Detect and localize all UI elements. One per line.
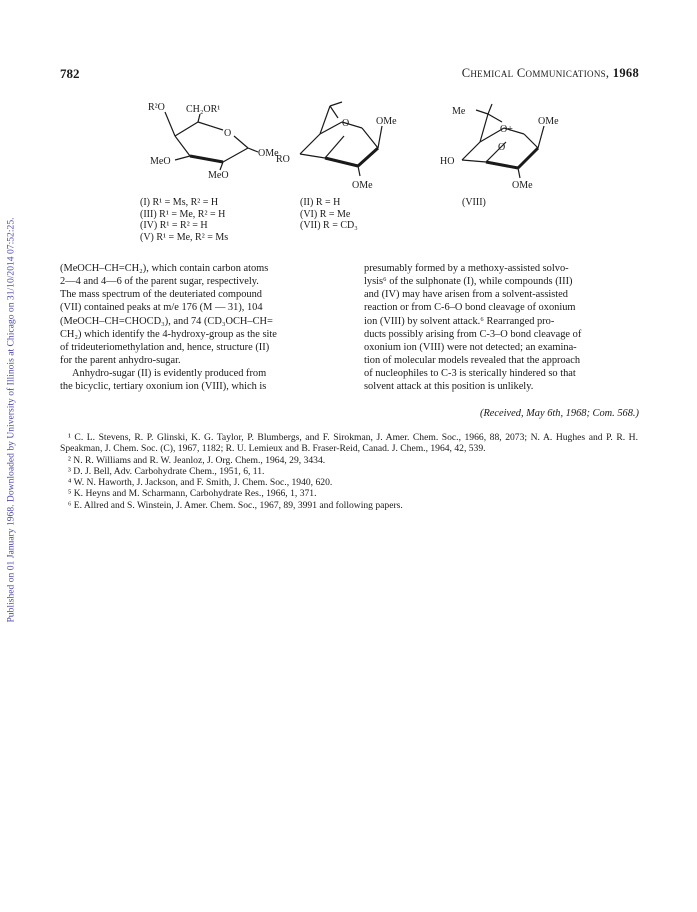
struct2-ro: RO [276,154,290,165]
struct3-me: Me [452,106,466,117]
journal-title: Chemical Communications, [461,66,610,80]
structure-I-pyranose [165,112,258,170]
body-line: (MeOCH–CH=CH₂), which contain carbon atoms [60,263,269,274]
chemical-structures-figure [120,92,590,197]
left-column [60,262,332,394]
body-line: tion of molecular models revealed that the approach [364,355,581,367]
struct1-ome: OMe [258,148,279,159]
body-line: of nucleophiles to C-3 is sterically hindered so that [364,368,576,380]
body-line: oxonium ion (VIII) were not detected; an examina- [364,341,577,353]
body-line: The mass spectrum of the deuteriated compound [60,289,262,301]
body-line: presumably formed by a methoxy-assisted solvo- [364,263,569,274]
body-line: solvent attack at this position is unlikely. [364,381,534,393]
page-number: 782 [60,66,80,81]
right-column [364,262,636,394]
body-line: 2—4 and 4—6 of the parent sugar, respectively. [60,276,259,288]
struct2-ring-oxygen: O [342,118,350,129]
reference-item: ⁶ E. Allred and S. Winstein, J. Amer. Chem. Soc., 1967, 89, 3991 and following papers. [68,499,403,511]
journal-year: 1968 [612,66,639,80]
compound-labels-group-1 [140,197,228,243]
body-line: (MeOCH–CH=CHOCD₃), and 74 (CD₃OCH–CH= [60,315,273,327]
struct2-ome-bottom: OMe [352,180,373,191]
running-head [462,66,639,81]
struct2-ome-top: OMe [376,116,397,127]
references [60,432,638,511]
reference-item: ³ D. J. Bell, Adv. Carbohydrate Chem., 1951, 6, 11. [68,465,265,477]
body-line: and (IV) may have arisen from a solvent-assisted [364,289,568,301]
struct3-oxonium-oxygen: O+ [500,124,513,135]
compound-label: (III) R¹ = Me, R² = H [140,208,226,220]
compound-label: (II) R = H [300,197,341,208]
body-line: of trideuteriomethylation and, hence, structure (II) [60,341,270,353]
body-line: Anhydro-sugar (II) is evidently produced from [72,368,267,380]
structure-II-labels [276,116,397,191]
reference-item: ² N. R. Williams and R. W. Jeanloz, J. Org. Chem., 1964, 29, 3434. [68,454,326,466]
compound-label: (VIII) [462,197,486,208]
struct1-r2o: R²O [148,102,165,113]
reference-item: ⁴ W. N. Haworth, J. Jackson, and F. Smith, J. Chem. Soc., 1940, 620. [68,477,333,489]
reference-item: ⁵ K. Heyns and M. Scharmann, Carbohydrate Res., 1966, 1, 371. [68,488,317,500]
download-notice: Published on 01 January 1968. Downloaded by University of Illinois at Chicago on 31/10/2014 07:52:25. [5,217,17,623]
body-line: lysis⁶ of the sulphonate (I), while compounds (III) [364,276,573,288]
body-line: for the parent anhydro-sugar. [60,355,181,367]
reference-item: ¹ C. L. Stevens, R. P. Glinski, K. G. Taylor, P. Blumbergs, and F. Sirokman, J. Amer. Chem. Soc., 1966, 88, 2073; N. A. Hughes and P. R. H. Speakman, J. Chem. Soc. (C), 1967, 1182; R. U. Lemieux and B. Fraser-Reid, Canad. J. Chem., 1964, 42, 539. [60,432,638,455]
struct1-ring-oxygen: O [224,128,232,139]
compound-label: (VI) R = Me [300,208,351,220]
struct1-meo-bottom: MeO [208,170,229,181]
compound-label: (V) R¹ = Me, R² = Ms [140,231,229,243]
body-line: the bicyclic, tertiary oxonium ion (VIII), which is [60,381,267,393]
struct3-ome-bottom: OMe [512,180,533,191]
body-line: (VII) contained peaks at m/e 176 (M — 31), 104 [60,302,263,314]
compound-label: (VII) R = CD₃ [300,220,358,231]
structure-II-bicyclic [300,102,382,176]
compound-label: (I) R¹ = Ms, R² = H [140,197,219,208]
struct1-meo-left: MeO [150,156,171,167]
body-line: CH₂) which identify the 4-hydroxy-group as the site [60,328,277,340]
received-date: (Received, May 6th, 1968; Com. 568.) [480,408,639,419]
body-line: ducts possibly arising from C-3–O bond cleavage of [364,328,582,340]
structure-I-labels [148,102,279,181]
struct3-ring-oxygen: O [498,142,506,153]
compound-label: (IV) R¹ = R² = H [140,220,208,231]
struct1-ch2or1: CH₂OR¹ [186,104,221,115]
structure-VIII-oxonium [462,104,544,178]
compound-label-group-3 [462,197,486,209]
struct3-ome-top: OMe [538,116,559,127]
body-line: ion (VIII) by solvent attack.⁶ Rearranged pro- [364,315,555,327]
download-sidebar [4,90,18,623]
body-line: reaction or from C-6–O bond cleavage of oxonium [364,302,576,314]
struct3-ho: HO [440,156,455,167]
compound-labels-group-2 [300,197,358,232]
structure-VIII-labels [440,106,559,191]
